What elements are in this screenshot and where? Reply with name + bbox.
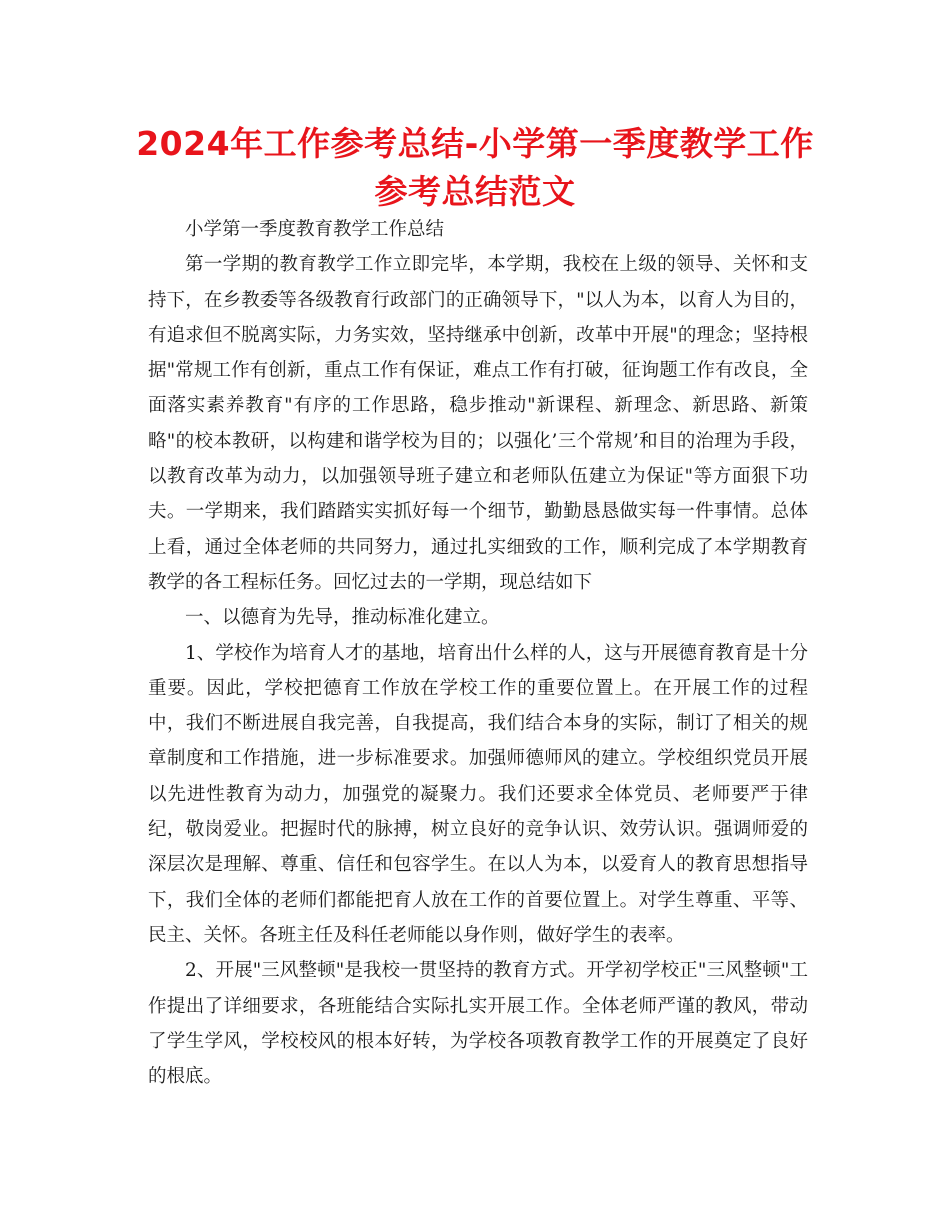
document-body bbox=[148, 212, 808, 1094]
document-title: 2024年工作参考总结-小学第一季度教学工作参考总结范文 bbox=[136, 124, 814, 211]
intro-paragraph: 第一学期的教育教学工作立即完毕，本学期，我校在上级的领导、关怀和支持下，在乡教委等各级教育行政部门的正确领导下，"以人为本，以育人为目的，有追求但不脱离实际，力务实效，坚持继承中创新，改革中开展"的理念；坚持根据"常规工作有创新，重点工作有保证，难点工作有打破，征询题工作有改良，全面落实素养教育"有序的工作思路，稳步推动"新课程、新理念、新思路、新策略"的校本教研，以构建和谐学校为目的；以强化’三个常规’和目的治理为手段，以教育改革为动力，以加强领导班子建立和老师队伍建立为保证"等方面狠下功夫。一学期来，我们踏踏实实抓好每一个细节，勤勤恳恳做实每一件事情。总体上看，通过全体老师的共同努力，通过扎实细致的工作，顺利完成了本学期教育教学的各工程标任务。回忆过去的一学期，现总结如下 bbox=[148, 254, 808, 593]
body-paragraph: 1、学校作为培育人才的基地，培育出什么样的人，这与开展德育教育是十分重要。因此，学校把德育工作放在学校工作的重要位置上。在开展工作的过程中，我们不断进展自我完善，自我提高，我们结合本身的实际，制订了相关的规章制度和工作措施，进一步标准要求。加强师德师风的建立。学校组织党员开展以先进性教育为动力，加强党的凝聚力。我们还要求全体党员、老师要严于律纪，敬岗爱业。把握时代的脉搏，树立良好的竞争认识、效劳认识。强调师爱的深层次是理解、尊重、信任和包容学生。在以人为本，以爱育人的教育思想指导下，我们全体的老师们都能把育人放在工作的首要位置上。对学生尊重、平等、民主、关怀。各班主任及科任老师能以身作则，做好学生的表率。 bbox=[148, 642, 808, 946]
subtitle-paragraph: 小学第一季度教育教学工作总结 bbox=[185, 219, 445, 240]
section-heading: 一、以德育为先导，推动标准化建立。 bbox=[185, 607, 500, 629]
body-paragraph: 2、开展"三风整顿"是我校一贯坚持的教育方式。开学初学校正"三风整顿"工作提出了详细要求，各班能结合实际扎实开展工作。全体老师严谨的教风，带动了学生学风，学校校风的根本好转，为学校各项教育教学工作的开展奠定了良好的根底。 bbox=[148, 960, 808, 1088]
